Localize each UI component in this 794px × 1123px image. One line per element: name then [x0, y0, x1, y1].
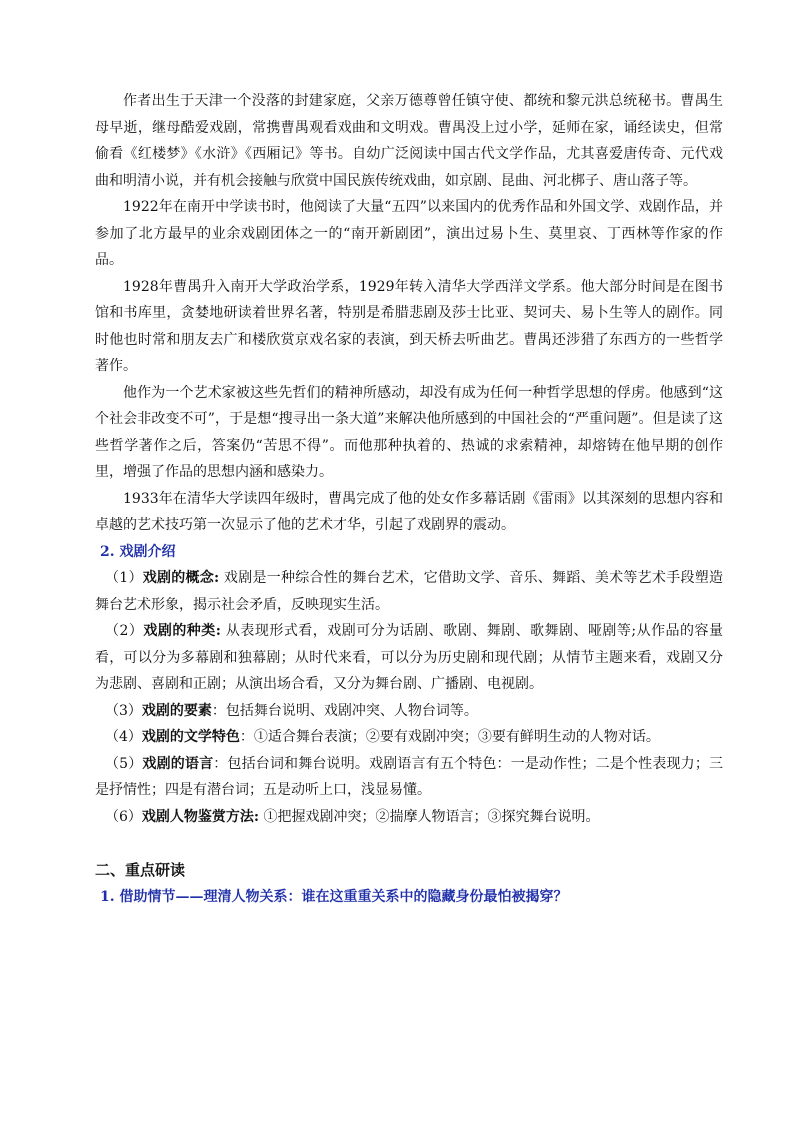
section-sub-heading: 1. 借助情节——理清人物关系：谁在这重重关系中的隐藏身份最怕被揭穿？	[100, 888, 568, 905]
item-term: 戏剧的要素	[141, 702, 212, 719]
item-text: ①把握戏剧冲突；②揣摩人物语言；③探究舞台说明。	[259, 808, 600, 825]
item-text: ：包括舞台说明、戏剧冲突、人物台词等。	[211, 702, 478, 719]
document-page	[95, 88, 723, 910]
item-text: 从表现形式看，戏剧可分为话剧、歌剧、舞剧、歌舞剧、哑剧等;从作品的容量看，可以分为多幕剧和独幕剧；从时代来看，可以分为历史剧和现代剧；从情节主题来看，戏剧又分为悲剧、喜剧和正剧；从演出场合看，又分为舞台剧、广播剧、电视剧。	[95, 623, 723, 692]
bio-paragraph-4: 他作为一个艺术家被这些先哲们的精神所感动，却没有成为任何一种哲学思想的俘虏。他感到“这个社会非改变不可”，于是想“搜寻出一条大道”来解决他所感到的中国社会的“严重问题”。但是读了这些哲学著作之后，答案仍“苦思不得”。而他那种执着的、热诚的求索精神，却熔铸在他早期的创作里，增强了作品的思想内涵和感染力。	[95, 384, 723, 480]
drama-item-language	[95, 751, 723, 804]
drama-item-literary-features	[95, 724, 723, 751]
item-term: 戏剧的概念:	[142, 570, 220, 586]
item-text: ：包括台词和舞台说明。戏剧语言有五个特色：一是动作性；二是个性表现力；三是抒情性；四是有潜台词；五是动听上口，浅显易懂。	[95, 755, 723, 798]
drama-intro-heading: 2. 戏剧介绍	[100, 543, 176, 560]
section-title: 二、重点研读	[95, 861, 186, 879]
bio-paragraph-1: 作者出生于天津一个没落的封建家庭，父亲万德尊曾任镇守使、都统和黎元洪总统秘书。曹禺生母早逝，继母酷爱戏剧，常携曹禺观看戏曲和文明戏。曹禺没上过小学，延师在家，诵经读史，但常偷看《红楼梦》《水浒》《西厢记》等书。自幼广泛阅读中国古代文学作品，尤其喜爱唐传奇、元代戏曲和明清小说，并有机会接触与欣赏中国民族传统戏曲，如京剧、昆曲、河北梆子、唐山落子等。	[95, 93, 723, 189]
item-number: （6）	[105, 808, 142, 825]
item-number: （4）	[105, 729, 142, 745]
drama-item-elements	[95, 698, 723, 725]
item-number: （1）	[105, 570, 143, 586]
drama-item-types	[95, 618, 723, 698]
item-text: 戏剧是一种综合性的舞台艺术，它借助文学、音乐、舞蹈、美术等艺术手段塑造舞台艺术形象，揭示社会矛盾，反映现实生活。	[95, 570, 723, 613]
bio-paragraph-3: 1928年曹禺升入南开大学政治学系，1929年转入清华大学西洋文学系。他大部分时间是在图书馆和书库里，贪婪地研读着世界名著，特别是希腊悲剧及莎士比亚、契诃夫、易卜生等人的剧作。同时他也时常和朋友去广和楼欣赏京戏名家的表演，到天桥去听曲艺。曹禺还涉猎了东西方的一些哲学著作。	[95, 278, 723, 374]
item-number: （3）	[105, 702, 142, 719]
item-term: 戏剧的种类:	[143, 623, 221, 639]
item-text: ：①适合舞台表演；②要有戏剧冲突；③要有鲜明生动的人物对话。	[239, 729, 660, 745]
section-spacer	[95, 830, 723, 857]
drama-item-appreciation	[95, 804, 723, 831]
item-term: 戏剧的语言	[142, 755, 214, 772]
item-term: 戏剧的文学特色	[141, 729, 240, 745]
drama-item-concept	[95, 565, 723, 618]
bio-paragraph-5: 1933年在清华大学读四年级时，曹禺完成了他的处女作多幕话剧《雷雨》以其深刻的思想内容和卓越的艺术技巧第一次显示了他的艺术才华，引起了戏剧界的震动。	[95, 490, 723, 533]
item-number: （5）	[105, 755, 143, 772]
item-number: （2）	[105, 623, 144, 639]
bio-paragraph-2: 1922年在南开中学读书时，他阅读了大量“五四”以来国内的优秀作品和外国文学、戏剧作品，并参加了北方最早的业余戏剧团体之一的“南开新剧团”，演出过易卜生、莫里哀、丁西林等作家的作品。	[95, 199, 723, 268]
item-term: 戏剧人物鉴赏方法:	[141, 808, 260, 825]
